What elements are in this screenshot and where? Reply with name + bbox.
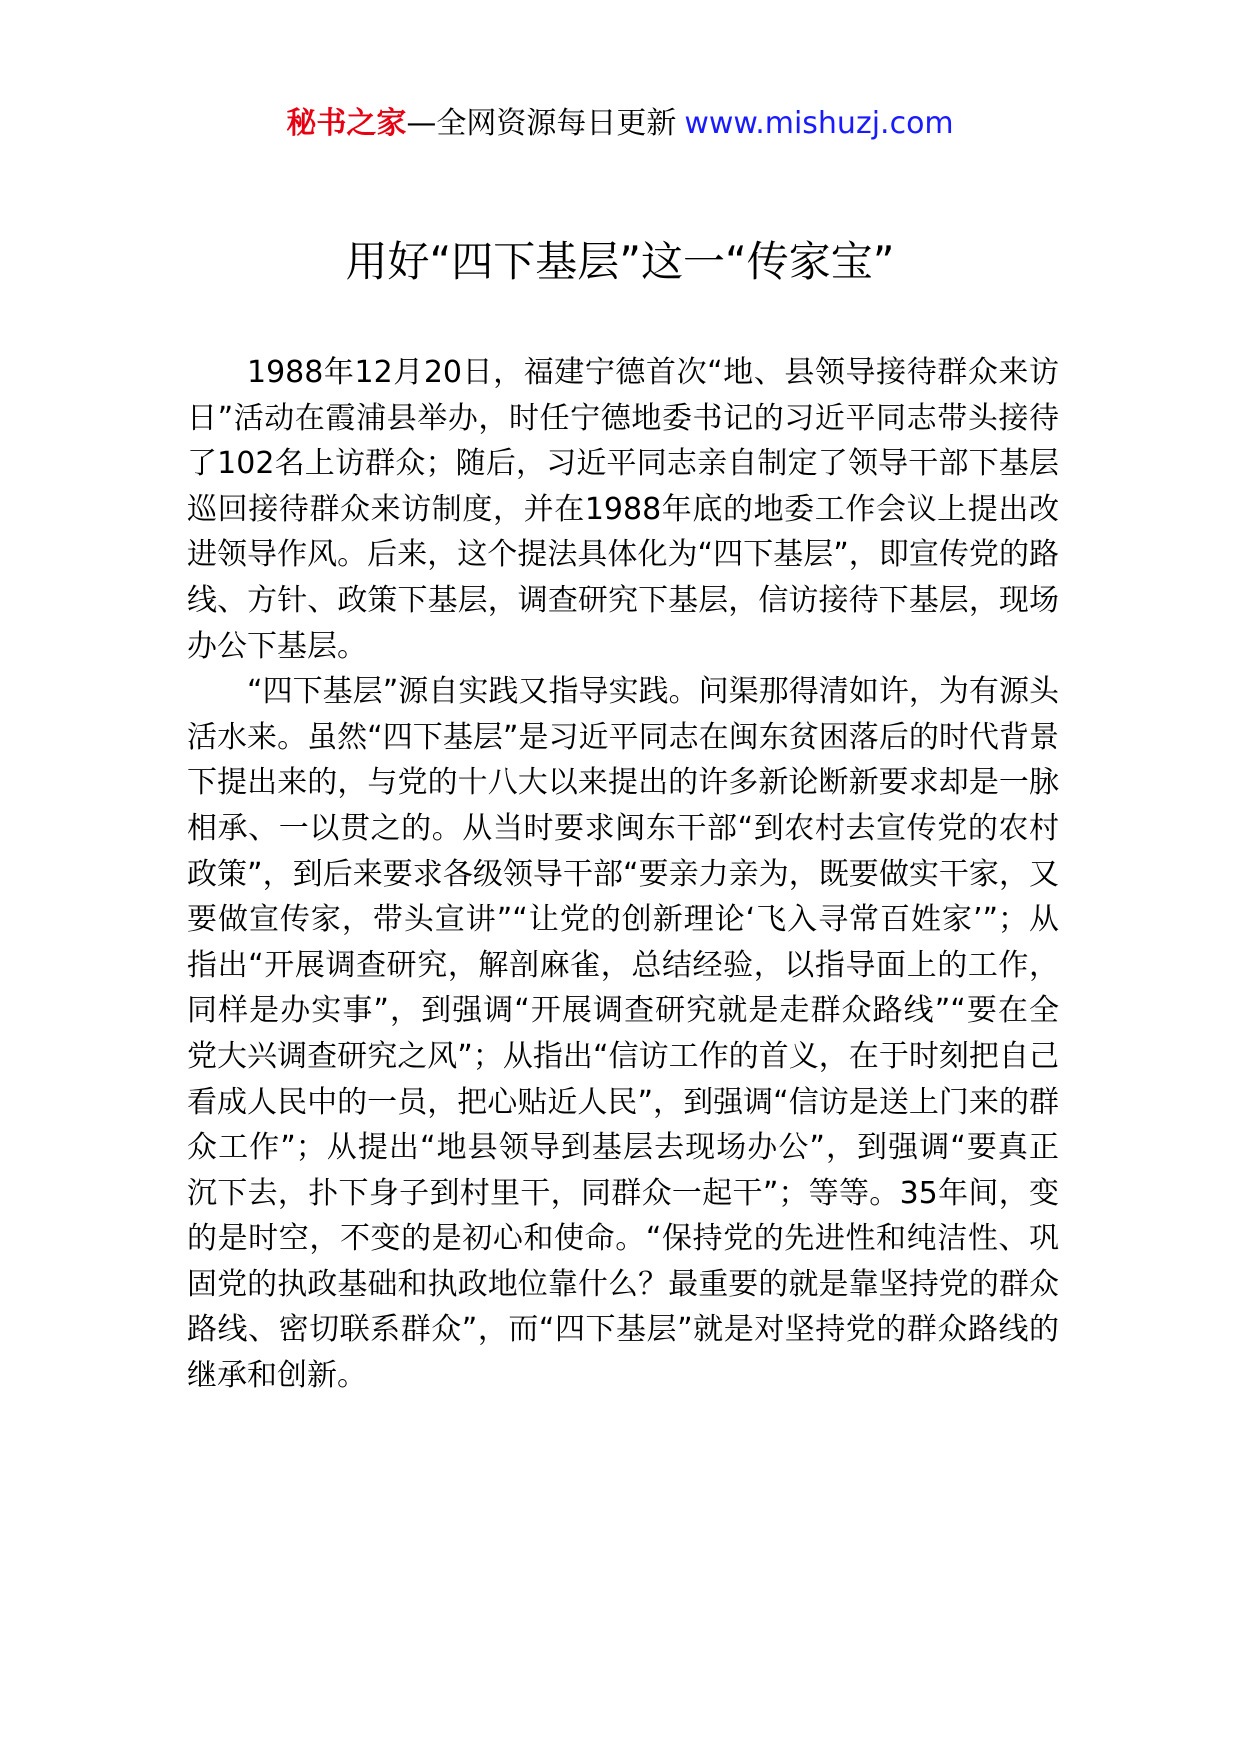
paragraph-1: 1988年12月20日，福建宁德首次“地、县领导接待群众来访日”活动在霞浦县举办，时任宁德地委书记的习近平同志带头接待了102名上访群众；随后，习近平同志亲自制定了领导干部下基层巡回接待群众来访制度，并在1988年底的地委工作会议上提出改进领导作风。后来，这个提法具体化为“四下基层”，即宣传党的路线、方针、政策下基层，调查研究下基层，信访接待下基层，现场办公下基层。	[187, 355, 1059, 664]
document-body	[187, 350, 1059, 1399]
site-tagline: —全网资源每日更新	[406, 106, 677, 141]
document-title: 用好“四下基层”这一“传家宝”	[345, 237, 895, 286]
site-header	[0, 102, 1240, 146]
site-url-link[interactable]: www.mishuzj.com	[684, 106, 954, 141]
paragraph-2: “四下基层”源自实践又指导实践。问渠那得清如许，为有源头活水来。虽然“四下基层”是习近平同志在闽东贫困落后的时代背景下提出来的，与党的十八大以来提出的许多新论断新要求却是一脉相承、一以贯之的。从当时要求闽东干部“到农村去宣传党的农村政策”，到后来要求各级领导干部“要亲力亲为，既要做实干家，又要做宣传家，带头宣讲”“让党的创新理论‘飞入寻常百姓家’”；从指出“开展调查研究，解剖麻雀，总结经验，以指导面上的工作，同样是办实事”，到强调“开展调查研究就是走群众路线”“要在全党大兴调查研究之风”；从指出“信访工作的首义，在于时刻把自己看成人民中的一员，把心贴近人民”，到强调“信访是送上门来的群众工作”；从提出“地县领导到基层去现场办公”，到强调“要真正沉下去，扑下身子到村里干，同群众一起干”；等等。35年间，变的是时空，不变的是初心和使命。“保持党的先进性和纯洁性、巩固党的执政基础和执政地位靠什么？最重要的就是靠坚持党的群众路线、密切联系群众”，而“四下基层”就是对坚持党的群众路线的继承和创新。	[187, 674, 1059, 1394]
site-brand: 秘书之家	[286, 106, 407, 141]
